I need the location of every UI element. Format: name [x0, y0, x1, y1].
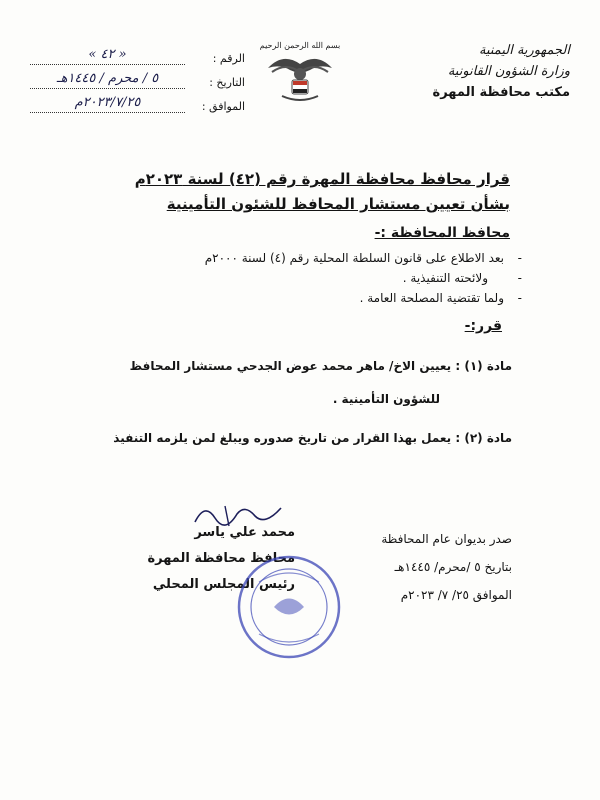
premise-item: - ولما تقتضية المصلحة العامة . [74, 288, 504, 308]
ministry-name: وزارة الشؤون القانونية [447, 64, 570, 79]
signatory-council-title: رئيس المجلس المحلي [152, 577, 295, 592]
article-1: مادة (١) : يعيين الاخ/ ماهر محمد عوض الجدحي مستشار المحافظ [129, 359, 512, 373]
article-1-continuation: للشؤون التأمينية . [332, 392, 440, 406]
premise-continuation [74, 268, 504, 288]
date-value: ٥ / محرم / ١٤٤٥هـ [30, 70, 185, 89]
signatory-title: محافظ محافظة المهرة [147, 551, 295, 566]
premises-list [74, 248, 522, 308]
number-row [30, 44, 245, 65]
governor-heading: محافظ المحافظة :- [374, 225, 510, 241]
corresponding-label: الموافق : [201, 100, 245, 113]
republic-name: الجمهورية اليمنية [478, 43, 570, 58]
issued-date-hijri: بتاريخ ٥ /محرم/ ١٤٤٥هـ [394, 560, 512, 574]
decree-subject: بشأن تعيين مستشار المحافظ للشئون التأمينية [166, 195, 510, 213]
decided-heading: قرر:- [464, 318, 502, 334]
office-name: مكتب محافظة المهرة [432, 85, 570, 100]
corresponding-value: ٢٠٢٣/٧/٢٥م [30, 94, 185, 113]
signatory-name: محمد علي ياسر [194, 525, 295, 540]
republic-emblem [258, 38, 342, 110]
issued-text: صدر بديوان عام المحافظة [381, 532, 512, 546]
decree-title: قرار محافظ محافظة المهرة رقم (٤٢) لسنة ٢٠٢٣م [134, 170, 510, 188]
decree-heading [80, 168, 510, 215]
number-value: « ٤٢ » [30, 46, 185, 65]
issued-block [352, 525, 512, 609]
article-2: مادة (٢) : يعمل بهذا القرار من تاريخ صدوره ويبلغ لمن يلزمه التنفيذ [113, 431, 512, 445]
premise-continuation-text: ولائحته التنفيذية . [402, 271, 488, 285]
premise-item: - بعد الاطلاع على قانون السلطة المحلية رقم (٤) لسنة ٢٠٠٠م [74, 248, 504, 268]
reference-block [30, 44, 245, 116]
date-row [30, 68, 245, 89]
date-label: التاريخ : [209, 76, 245, 89]
basmala-text: بسم الله الرحمن الرحيم [259, 41, 341, 50]
issued-date-gregorian: الموافق ٢٥/ ٧/ ٢٠٢٣م [400, 588, 512, 602]
official-stamp [234, 552, 344, 662]
number-label: الرقم : [212, 52, 245, 65]
corresponding-row [30, 92, 245, 113]
letterhead-right [400, 40, 570, 103]
